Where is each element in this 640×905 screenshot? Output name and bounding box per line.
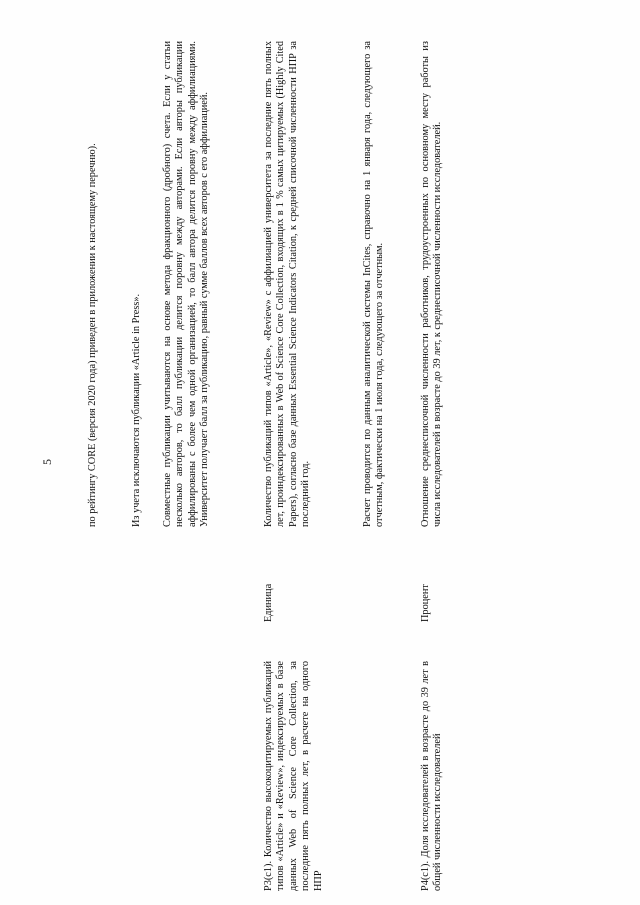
core-ranking-text: по рейтингу CORE (версия 2020 года) приведен в приложении к настоящему перечню). bbox=[87, 143, 98, 527]
row-p4-unit: Процент bbox=[420, 584, 431, 622]
page-number: 5 bbox=[40, 459, 54, 465]
exclusion-text: Из учета исключаются публикации «Article in Press». bbox=[131, 293, 142, 527]
row-p3-method: Количество публикаций типов «Article», «Review» с аффилиацией университета за последние пять полных лет, проиндексированных в Web of Science Core Collection, входящих в 1 % самых цитируемых (Highly Cited Papers), согласно базе данных Essential Science Indicators Citation, к средней списочной численности НПР за последний год. bbox=[263, 41, 312, 527]
row-p4-indicator: Р4(с1). Доля исследователей в возрасте до 39 лет в общей численности исследователей bbox=[420, 660, 444, 891]
fractional-count-text: Совместные публикации учитываются на основе метода фракционного (дробного) счета. Если у статьи несколько авторов, то балл публикации делится поровну между авторами. Если авторы публикации аффилированы с более чем одной организацией, то балл автора делится поровну между аффилиациями. Университет получает балл за публикацию, равный сумме баллов всех авторов с его аффилиацией. bbox=[162, 41, 211, 527]
row-p3-indicator: Р3(с1). Количество высокоцитируемых публикаций типов «Article» и «Review», индексируемых в базе данных Web of Science Core Collection, за последние пять полных лет, в расчете на одного НПР bbox=[263, 660, 324, 891]
row-p3-unit: Единица bbox=[263, 583, 274, 622]
row-p4-method: Отношение среднесписочной численности работников, трудоустроенных по основному месту работы из числа исследователей в возрасте до 39 лет, к среднесписочной численности исследователей. bbox=[420, 41, 444, 527]
row-p3-method-note: Расчет проводится по данным аналитической системы InCites, справочно на 1 января года, следующего за отчетным, фактически на 1 июля года, следующего за отчетным. bbox=[362, 41, 386, 527]
